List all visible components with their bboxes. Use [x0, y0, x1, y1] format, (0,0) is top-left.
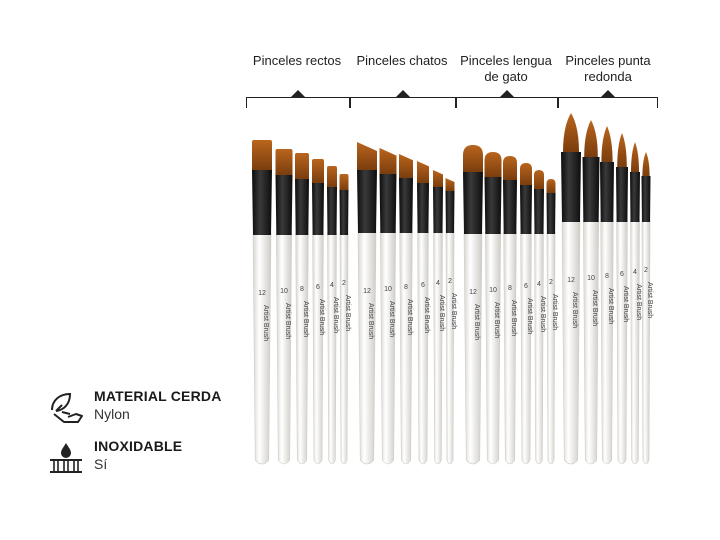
brush-bristles [417, 161, 429, 183]
leaf-hand-icon [48, 390, 84, 426]
brush-ferrule [616, 167, 628, 222]
brush-size-label: 8 [508, 285, 512, 292]
brush-ferrule [446, 191, 455, 233]
brush-size-label: 4 [633, 269, 637, 276]
brush [630, 142, 642, 464]
brush-bristles [340, 174, 349, 190]
brush-bristles [617, 133, 627, 167]
brush-brand-label: Artist Brush [450, 293, 457, 330]
brush-bristles [399, 154, 413, 178]
brush-handle [464, 232, 482, 464]
brush-bristles [295, 153, 309, 179]
brush-ferrule [600, 162, 614, 222]
spec-material-title: MATERIAL CERDA [94, 388, 222, 404]
brush-brand-label: Artist Brush [473, 304, 480, 341]
spec-inoxidable-title: INOXIDABLE [94, 438, 183, 454]
brush-size-label: 4 [537, 281, 541, 288]
brush-size-label: 4 [330, 282, 334, 289]
brush-size-label: 2 [549, 279, 553, 286]
brush-ferrule [630, 172, 640, 222]
brush-bristles [563, 113, 579, 152]
brush-bristles [252, 140, 272, 170]
brush-handle [340, 233, 348, 464]
brush-ferrule [463, 172, 483, 234]
brush-brand-label: Artist Brush [539, 296, 546, 333]
brush-bristles [327, 166, 337, 187]
brush-bristles [380, 148, 397, 174]
brush-brand-label: Artist Brush [526, 298, 533, 335]
brush-size-label: 12 [258, 290, 266, 297]
brush-handle [400, 231, 413, 464]
brush-brand-label: Artist Brush [406, 299, 413, 336]
group-label-rectos: Pinceles rectos [252, 53, 342, 68]
brush-size-label: 6 [421, 282, 425, 289]
brush [399, 154, 413, 464]
brush [357, 142, 377, 464]
brush-bristles [631, 142, 639, 172]
brush-brand-label: Artist Brush [332, 297, 339, 334]
brush [295, 153, 309, 464]
brush-size-label: 12 [567, 277, 575, 284]
brush-ferrule [295, 179, 309, 235]
brush-bristles [433, 170, 443, 187]
brush [252, 140, 272, 464]
brush-bristles [642, 152, 649, 176]
brush-handle [380, 231, 395, 464]
brush-handle [485, 232, 500, 464]
brush-bristles [534, 170, 544, 189]
brush-ferrule [583, 157, 600, 222]
brush [380, 148, 397, 464]
brush-brand-label: Artist Brush [510, 300, 517, 337]
brush-ferrule [561, 152, 581, 222]
brush-brand-label: Artist Brush [607, 288, 614, 325]
brush-ferrule [327, 187, 337, 235]
brush-handle [328, 233, 337, 464]
brush-brand-label: Artist Brush [622, 286, 629, 323]
brush-size-label: 6 [316, 284, 320, 291]
brush [276, 149, 293, 464]
group-label-lengua-de-gato: Pinceles lengua de gato [460, 53, 552, 84]
brush-bristles [446, 178, 455, 191]
brush-size-label: 12 [469, 289, 477, 296]
brush-handle [504, 232, 517, 464]
brush-handle [562, 220, 580, 464]
brush-brand-label: Artist Brush [367, 303, 374, 340]
brush [433, 170, 445, 464]
brush-ferrule [276, 175, 293, 235]
brush-ferrule [503, 180, 517, 234]
brush-ferrule [340, 190, 349, 235]
brush [547, 179, 559, 464]
brush-handle [547, 232, 555, 464]
brush-handle [296, 233, 309, 464]
brush-handle [276, 233, 291, 464]
brush-size-label: 6 [524, 283, 528, 290]
brush-size-label: 10 [587, 275, 595, 282]
brush [600, 126, 614, 464]
brush-brand-label: Artist Brush [423, 297, 430, 334]
brush-size-label: 4 [436, 280, 440, 287]
brush [616, 133, 629, 464]
brush-handle [535, 232, 544, 464]
brush [463, 145, 483, 464]
brush-size-label: 2 [644, 267, 648, 274]
brush-handle [631, 220, 640, 464]
brush-handle [434, 231, 443, 464]
brush-brand-label: Artist Brush [551, 294, 558, 331]
brush [520, 163, 533, 464]
brush-ferrule [433, 187, 443, 233]
brush-ferrule [380, 174, 397, 233]
water-drop-icon [48, 440, 84, 476]
brush-bristles [547, 179, 556, 193]
brush-ferrule [252, 170, 272, 235]
brush-bristles [276, 149, 293, 175]
brush-bristles [463, 145, 483, 172]
group-label-chatos: Pinceles chatos [356, 53, 448, 68]
brush-bristles [312, 159, 324, 183]
brush-ferrule [399, 178, 413, 233]
brush-handle [253, 233, 271, 464]
brush-handle [583, 220, 598, 464]
brush-brand-label: Artist Brush [646, 282, 653, 319]
brush-handle [617, 220, 628, 464]
brush-ferrule [357, 170, 377, 233]
brush-ferrule [642, 176, 651, 222]
brush-handle [313, 233, 324, 464]
brush-brand-label: Artist Brush [344, 295, 351, 332]
brush-brand-label: Artist Brush [493, 302, 500, 339]
brush-handle [642, 220, 650, 464]
brush [417, 161, 430, 464]
brush-bristles [503, 156, 517, 180]
brush-handle [601, 220, 614, 464]
brush-size-label: 8 [605, 273, 609, 280]
group-label-punta-redonda: Pinceles punta redonda [565, 53, 651, 84]
brush-brand-label: Artist Brush [591, 290, 598, 327]
brush-ferrule [312, 183, 324, 235]
spec-inoxidable-value: Sí [94, 456, 108, 472]
brush [446, 178, 458, 464]
brush-brand-label: Artist Brush [302, 301, 309, 338]
brush-brand-label: Artist Brush [571, 292, 578, 329]
brush [534, 170, 546, 464]
brush-size-label: 6 [620, 271, 624, 278]
brush-size-label: 10 [489, 287, 497, 294]
brush [503, 156, 517, 464]
brush-size-label: 10 [384, 286, 392, 293]
brush [340, 174, 352, 464]
brush [561, 113, 581, 464]
brush [327, 166, 339, 464]
brush-bristles [601, 126, 612, 162]
brush-brand-label: Artist Brush [318, 299, 325, 336]
brush-bristles [520, 163, 532, 185]
brush-size-label: 8 [404, 284, 408, 291]
brush [312, 159, 325, 464]
brush-ferrule [485, 177, 502, 234]
brush-size-label: 8 [300, 286, 304, 293]
brush-brand-label: Artist Brush [438, 295, 445, 332]
brush-bristles [584, 120, 598, 157]
brush-ferrule [520, 185, 532, 234]
brush [583, 120, 600, 464]
brush-size-label: 10 [280, 288, 288, 295]
brush-ferrule [547, 193, 556, 234]
brush-size-label: 2 [342, 280, 346, 287]
brush-handle [358, 231, 376, 464]
brush-handle [521, 232, 532, 464]
brush-bristles [485, 152, 502, 177]
brush-bristles [357, 142, 377, 170]
brush-size-label: 2 [448, 278, 452, 285]
brush-brand-label: Artist Brush [388, 301, 395, 338]
brush [642, 152, 654, 464]
brush-brand-label: Artist Brush [262, 305, 269, 342]
brush-ferrule [534, 189, 544, 234]
brush-handle [418, 231, 429, 464]
brush-handle [446, 231, 454, 464]
brush-brand-label: Artist Brush [284, 303, 291, 340]
brush-brand-label: Artist Brush [635, 284, 642, 321]
brush-ferrule [417, 183, 429, 233]
brush [485, 152, 502, 464]
brush-size-label: 12 [363, 288, 371, 295]
spec-material-value: Nylon [94, 406, 130, 422]
